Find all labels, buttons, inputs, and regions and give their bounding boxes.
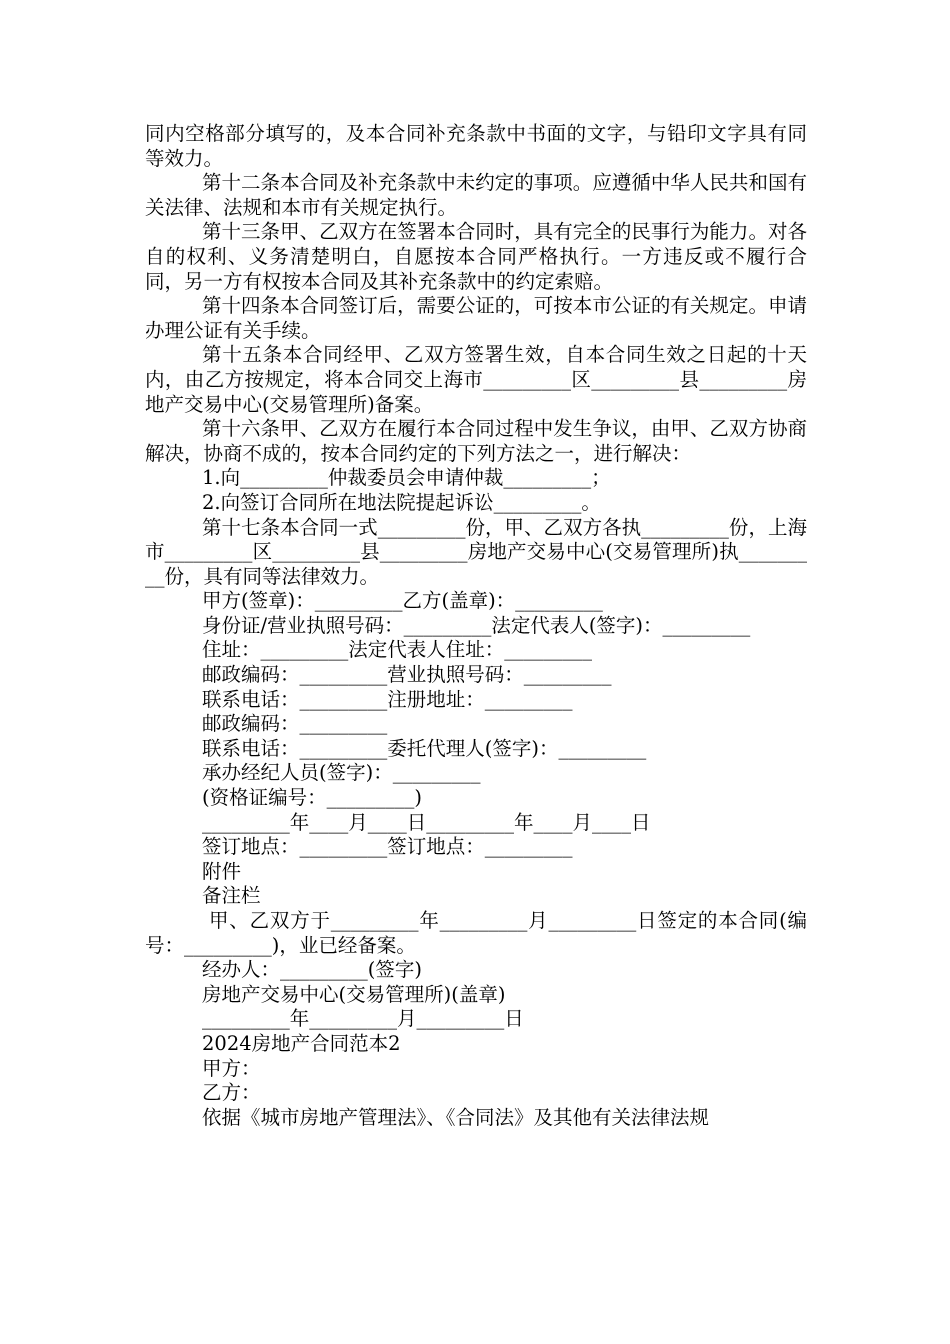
paragraph-clause-13: 第十三条甲、乙双方在签署本合同时，具有完全的民事行为能力。对各自的权利、义务清楚明白，自愿按本合同严格执行。一方违反或不履行合同，另一方有权按本合同及其补充条款中的约定索赔。 [145,220,807,293]
paragraph-clause-15: 第十五条本合同经甲、乙双方签署生效，自本合同生效之日起的十天内，由乙方按规定，将本合同交上海市_________区_________县_________房地产交易中心(交易管理所)备案。 [145,343,807,416]
phone-line: 联系电话：_________注册地址：_________ [202,687,573,711]
remarks-heading: 备注栏 [202,884,261,908]
address-line: 住址：_________法定代表人住址：_________ [202,638,593,662]
party-b-line: 乙方： [202,1081,261,1105]
remarks-date-line: _________年_________月_________日 [202,1007,524,1031]
handler-line: 经办人：_________(签字) [202,958,422,982]
id-number-line: 身份证/营业执照号码：_________法定代表人(签字)：_________ [202,613,751,637]
date-line: _________年____月____日_________年____月____日 [202,810,651,834]
paragraph-clause-11-continued: 同内空格部分填写的，及本合同补充条款中书面的文字，与铅印文字具有同等效力。 [145,122,807,170]
exchange-center-line: 房地产交易中心(交易管理所)(盖章) [202,982,506,1006]
signing-place-line: 签订地点：_________签订地点：_________ [202,835,573,859]
phone-agent-line: 联系电话：_________委托代理人(签字)：_________ [202,736,647,760]
postal-code-line: 邮政编码：_________营业执照号码：_________ [202,663,612,687]
broker-line: 承办经纪人员(签字)：_________ [202,761,481,785]
paragraph-clause-16: 第十六条甲、乙双方在履行本合同过程中发生争议，由甲、乙双方协商解决，协商不成的，按本合同约定的下列方法之一，进行解决： [145,417,807,465]
section-title: 2024房地产合同范本2 [202,1031,401,1055]
remarks-paragraph: 甲、乙双方于_________年_________月_________日签定的本合同(编号：_________)，业已经备案。 [145,909,807,957]
certificate-line: (资格证编号：_________) [202,786,422,810]
dispute-option-1: 1.向_________仲裁委员会申请仲裁_________； [202,466,611,490]
dispute-option-2: 2.向签订合同所在地法院提起诉讼_________。 [202,490,601,514]
paragraph-clause-12: 第十二条本合同及补充条款中未约定的事项。应遵循中华人民共和国有关法律、法规和本市有关规定执行。 [145,171,807,219]
legal-basis-line: 依据《城市房地产管理法》、《合同法》及其他有关法律法规 [202,1105,710,1129]
paragraph-clause-17: 第十七条本合同一式_________份，甲、乙双方各执_________份，上海市_________区_________县_________房地产交易中心(交易管理所)执_________份，具有同等法律效力。 [145,515,807,588]
paragraph-clause-14: 第十四条本合同签订后，需要公证的，可按本市公证的有关规定。申请办理公证有关手续。 [145,294,807,342]
signature-party-line: 甲方(签章)：_________乙方(盖章)：_________ [202,589,603,613]
document-page [145,122,807,1130]
postal-code-line-2: 邮政编码：_________ [202,712,388,736]
attachment-heading: 附件 [202,859,242,883]
party-a-line: 甲方： [202,1056,261,1080]
